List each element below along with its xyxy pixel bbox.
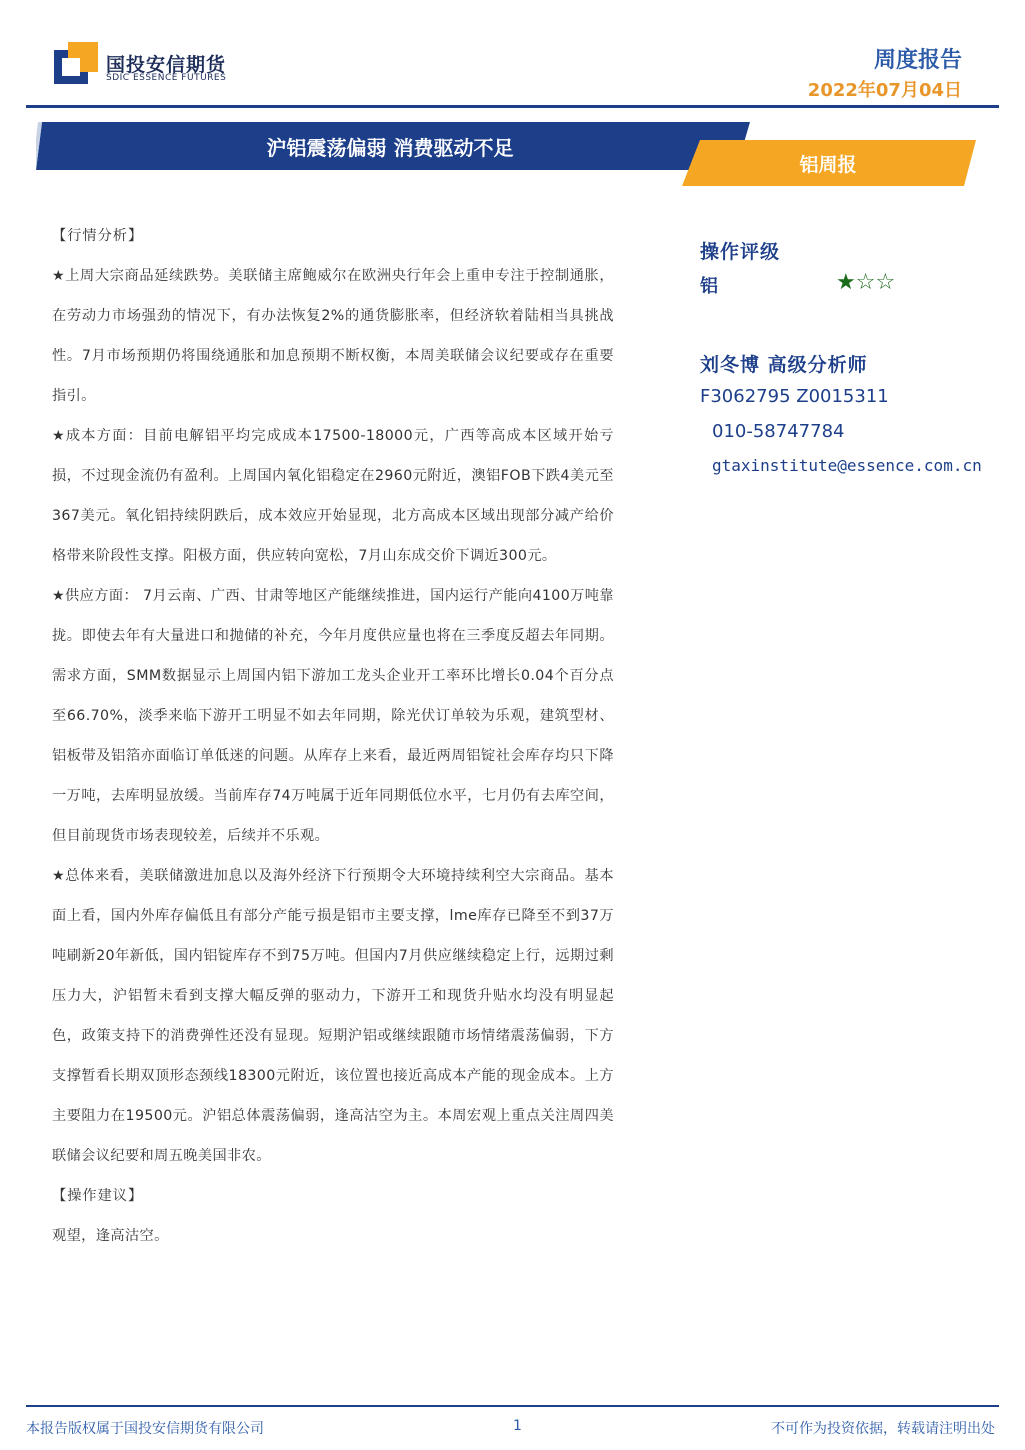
paragraph-summary: ★总体来看，美联储激进加息以及海外经济下行预期令大环境持续利空大宗商品。基本面上看，国内外库存偏低且有部分产能亏损是铝市主要支撑，lme库存已降至不到37万吨刷新20年新低，国内铝锭库存不到75万吨。但国内7月供应继续稳定上行，远期过剩压力大，沪铝暂未看到支撑大幅反弹的驱动力，下游开工和现货升贴水均没有明显起色，政策支持下的消费弹性还没有显现。短期沪铝或继续跟随市场情绪震荡偏弱，下方支撑暂看长期双顶形态颈线18300元附近，该位置也接近高成本产能的现金成本。上方主要阻力在19500元。沪铝总体震荡偏弱，逢高沽空为主。本周宏观上重点关注周四美联储会议纪要和周五晚美国非农。 <box>52 868 614 1164</box>
paragraph-cost: ★成本方面：目前电解铝平均完成成本17500-18000元，广西等高成本区域开始亏损，不过现金流仍有盈利。上周国内氧化铝稳定在2960元附近，澳铝FOB下跌4美元至367美元。氧化铝持续阴跌后，成本效应开始显现，北方高成本区域出现部分减产给价格带来阶段性支撑。阳极方面，供应转向宽松，7月山东成交价下调近300元。 <box>52 428 614 564</box>
paragraph-macro: ★上周大宗商品延续跌势。美联储主席鲍威尔在欧洲央行年会上重申专注于控制通胀，在劳动力市场强劲的情况下，有办法恢复2%的通货膨胀率，但经济软着陆相当具挑战性。7月市场预期仍将围绕通胀和加息预期不断权衡，本周美联储会议纪要或存在重要指引。 <box>52 268 614 404</box>
analyst-license: F3062795 Z0015311 <box>700 386 889 407</box>
bullet-star-icon: ★ <box>52 868 66 884</box>
market-analysis <box>52 216 614 1256</box>
bullet-star-icon: ★ <box>52 588 65 604</box>
analyst-name: 刘冬博 高级分析师 <box>700 354 868 376</box>
paragraph-supply-demand: ★供应方面： 7月云南、广西、甘肃等地区产能继续推进，国内运行产能向4100万吨靠拢。即使去年有大量进口和抛储的补充，今年月度供应量也将在三季度反超去年同期。需求方面，SMM数据显示上周国内铝下游加工龙头企业开工率环比增长0.04个百分点至66.70%，淡季来临下游开工明显不如去年同期，除光伏订单较为乐观，建筑型材、铝板带及铝箔亦面临订单低迷的问题。从库存上来看，最近两周铝锭社会库存均只下降一万吨，去库明显放缓。当前库存74万吨属于近年同期低位水平，七月仍有去库空间，但目前现货市场表现较差，后续并不乐观。 <box>52 588 614 844</box>
section-heading-market: 【行情分析】 <box>52 228 144 244</box>
analyst-phone: 010-58747784 <box>712 421 845 442</box>
brand-name-cn: 国投安信期货 <box>106 54 227 76</box>
advice-text: 观望，逢高沽空。 <box>52 1228 169 1244</box>
company-logo-icon <box>54 42 98 84</box>
bullet-star-icon: ★ <box>52 428 66 444</box>
rating-heading: 操作评级 <box>700 241 781 263</box>
bullet-star-icon: ★ <box>52 268 66 284</box>
footer-disclaimer: 不可作为投资依据，转载请注明出处 <box>771 1421 995 1437</box>
report-title: 沪铝震荡偏弱 消费驱动不足 <box>266 136 514 160</box>
header-divider <box>26 105 999 108</box>
footer-divider <box>26 1405 999 1407</box>
analyst-email: gtaxinstitute@essence.com.cn <box>712 456 982 475</box>
report-category-tag: 铝周报 <box>799 154 857 176</box>
section-heading-advice: 【操作建议】 <box>52 1188 144 1204</box>
report-type: 周度报告 <box>873 48 962 73</box>
rating-commodity: 铝 <box>700 276 718 297</box>
page-number: 1 <box>513 1418 522 1434</box>
brand-name-en: SDIC ESSENCE FUTURES <box>106 73 227 83</box>
rating-stars-icon: ★☆☆ <box>836 270 896 295</box>
footer-copyright: 本报告版权属于国投安信期货有限公司 <box>26 1421 264 1437</box>
report-date: 2022年07月04日 <box>807 80 962 101</box>
